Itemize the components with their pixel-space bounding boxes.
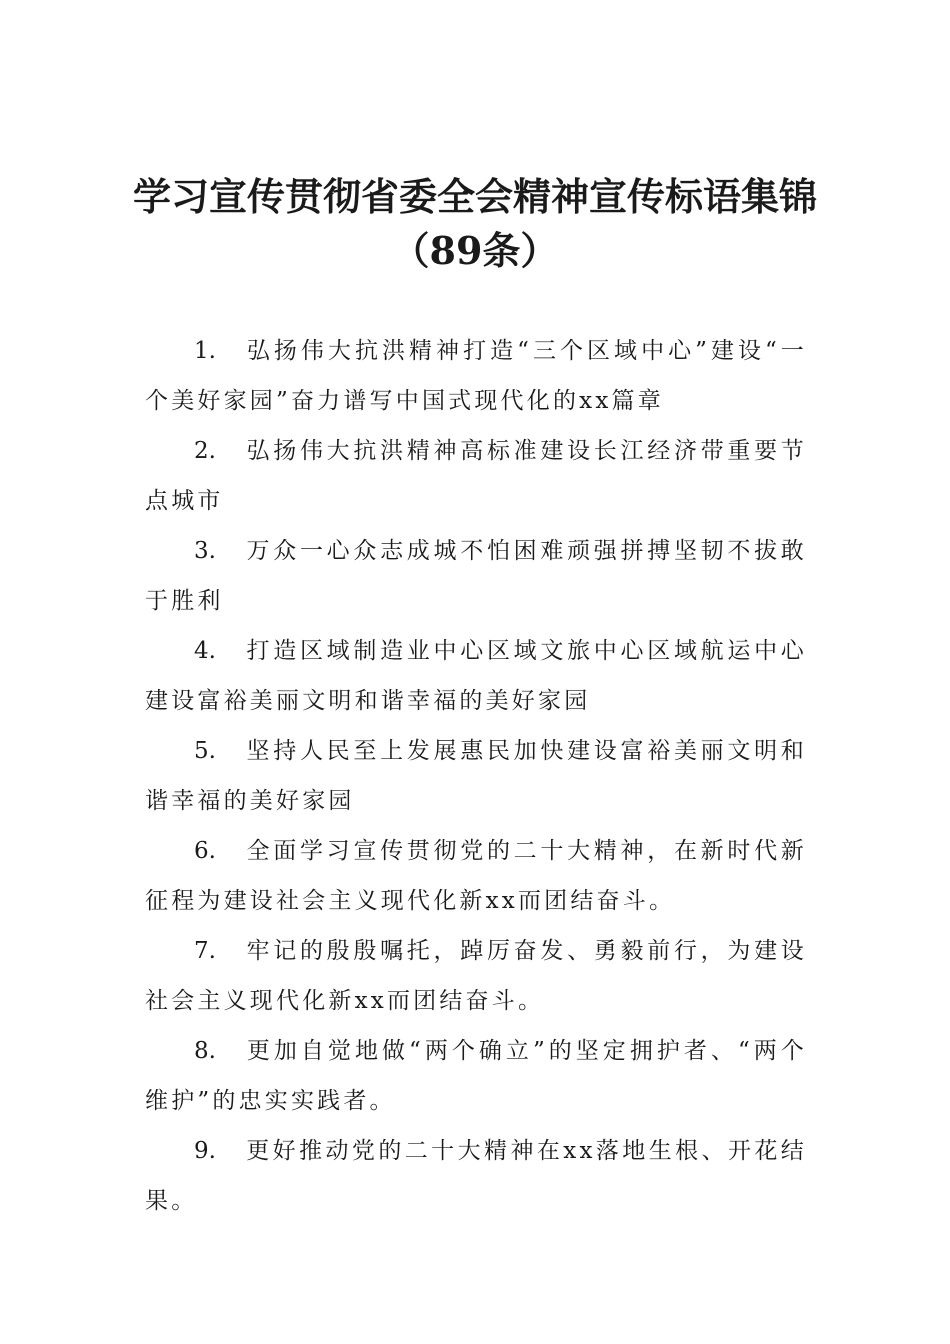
list-item bbox=[145, 1126, 807, 1226]
item-text: 牢记的殷殷嘱托，踔厉奋发、勇毅前行，为建设社会主义现代化新xx而团结奋斗。 bbox=[145, 938, 807, 1014]
item-number: 3. bbox=[194, 538, 216, 564]
document-title: 学习宣传贯彻省委全会精神宣传标语集锦 bbox=[132, 174, 817, 219]
list-item bbox=[145, 526, 807, 626]
list-item bbox=[145, 926, 807, 1026]
item-text: 全面学习宣传贯彻党的二十大精神，在新时代新征程为建设社会主义现代化新xx而团结奋斗。 bbox=[145, 838, 807, 914]
item-number: 4. bbox=[194, 638, 216, 664]
list-item bbox=[145, 426, 807, 526]
item-text: 万众一心众志成城不怕困难顽强拼搏坚韧不拔敢于胜利 bbox=[145, 538, 807, 614]
item-number: 5. bbox=[194, 738, 216, 764]
list-item bbox=[145, 1026, 807, 1126]
item-number: 6. bbox=[194, 838, 216, 864]
slogan-list bbox=[145, 326, 807, 1226]
item-text: 更好推动党的二十大精神在xx落地生根、开花结果。 bbox=[145, 1138, 807, 1214]
item-text: 更加自觉地做“两个确立”的坚定拥护者、“两个维护”的忠实实践者。 bbox=[145, 1038, 807, 1114]
item-text: 打造区域制造业中心区域文旅中心区域航运中心建设富裕美丽文明和谐幸福的美好家园 bbox=[145, 638, 807, 714]
item-text: 弘扬伟大抗洪精神打造“三个区域中心”建设“一个美好家园”奋力谱写中国式现代化的xx篇章 bbox=[145, 338, 807, 414]
item-number: 1. bbox=[194, 338, 216, 364]
item-text: 坚持人民至上发展惠民加快建设富裕美丽文明和谐幸福的美好家园 bbox=[145, 738, 807, 814]
item-text: 弘扬伟大抗洪精神高标准建设长江经济带重要节点城市 bbox=[145, 438, 807, 514]
item-number: 2. bbox=[194, 438, 216, 464]
document-subtitle-count: （89条） bbox=[391, 228, 559, 273]
list-item bbox=[145, 626, 807, 726]
item-number: 9. bbox=[194, 1138, 216, 1164]
item-number: 7. bbox=[194, 938, 216, 964]
list-item bbox=[145, 326, 807, 426]
list-item bbox=[145, 826, 807, 926]
item-number: 8. bbox=[194, 1038, 216, 1064]
list-item bbox=[145, 726, 807, 826]
